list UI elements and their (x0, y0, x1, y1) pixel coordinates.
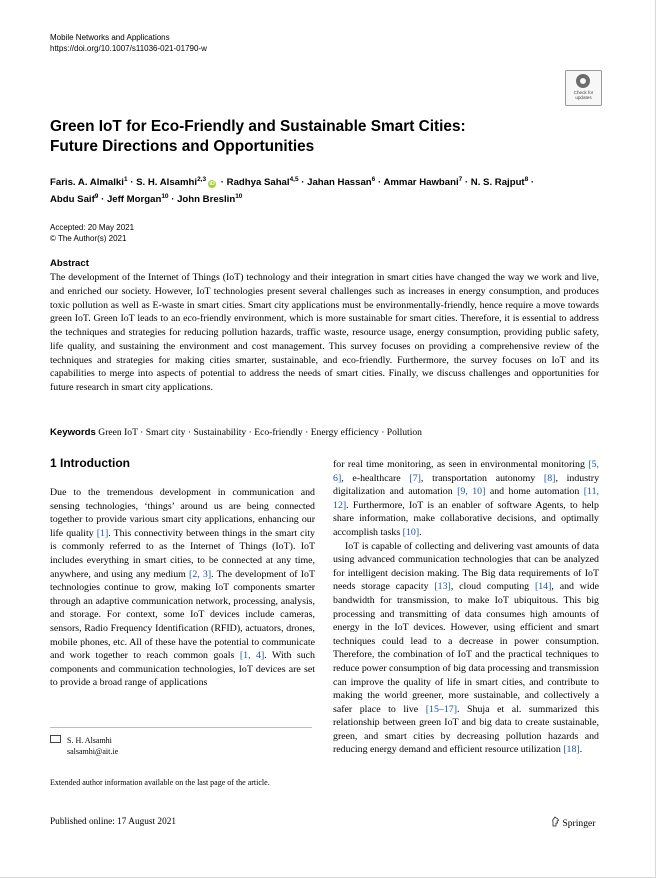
badge-label: Check for updates (573, 90, 594, 100)
citation-link[interactable]: [11, 12] (333, 486, 600, 511)
intro-paragraph-2: IoT is capable of collecting and delivering vast amounts of data using advanced communication technologies that can be analyzed for intelligent decision making. The Big data requirements of IoT needs storage capacity [13], cloud computing [14], and wide bandwidth for transmission, to make IoT ubiquitous. This big processing and transmitting of data consumes high amounts of energy in the IoT devices. However, using efficient and smart techniques could lead to a decrease in power consumption. Therefore, the combination of IoT and the practical techniques to reduce power consumption of big data processing and transmission can improve the quality of life in smart cities, and contribute to making the world greener, more sustainable, and collectively a safer place to live [15–17]. Shuja et al. summarized this relationship between green IoT and big data to create sustainable, green, and smart cities by decreasing pollution hazards and reducing energy demand and efficient resource utilization [18]. (333, 540, 599, 756)
journal-name: Mobile Networks and Applications (50, 33, 170, 42)
abstract-heading: Abstract (50, 258, 89, 269)
author-name[interactable]: N. S. Rajput (470, 177, 525, 189)
citation-link[interactable]: [7] (409, 472, 421, 484)
article-dates (50, 222, 134, 244)
citation-link[interactable]: [9, 10] (457, 486, 486, 498)
author-affiliation: 8 (524, 176, 529, 183)
author-affiliation: 9 (94, 193, 99, 201)
author-name[interactable]: Faris. A. Almalki (50, 177, 124, 189)
citation-link[interactable]: [5, 6] (333, 459, 599, 484)
citation-link[interactable]: [8] (543, 472, 556, 484)
author-name[interactable]: S. H. Alsamhi (136, 177, 198, 189)
extended-author-info: Extended author information available on the last page of the article. (50, 778, 270, 787)
citation-link[interactable]: [18] (563, 744, 580, 756)
left-column (50, 486, 315, 690)
doi-link[interactable]: https://doi.org/10.1007/s11036-021-01790-w (50, 44, 207, 53)
corresponding-email[interactable]: salsamhi@ait.ie (67, 747, 119, 756)
publisher-logo (551, 816, 595, 829)
citation-link[interactable]: [1] (96, 527, 109, 539)
citation-link[interactable]: [15–17] (425, 703, 457, 715)
accepted-date: Accepted: 20 May 2021 (50, 223, 135, 232)
update-circle-icon (576, 74, 590, 88)
published-date: Published online: 17 August 2021 (50, 817, 177, 827)
author-name[interactable]: John Breslin (177, 194, 236, 206)
footnote-divider (50, 727, 312, 728)
author-name[interactable]: Jahan Hassan (307, 177, 372, 189)
paper-title (50, 117, 530, 157)
author-name[interactable]: Abdu Saif (50, 194, 95, 206)
author-list: Faris. A. Almalki$^1$ · S. H. Alsamhi$^{2,3}$iD · Radhya Sahal$^{4,5}$ · Jahan Hassan$^6$ · Ammar Hawbani$^7$ · N. S. Rajput$^8$ · Abdu Saif$^9$ · Jeff Morgan$^{10}$ · John Breslin$^{10}$ (50, 176, 535, 206)
author-name[interactable]: Jeff Morgan (106, 194, 162, 206)
citation-link[interactable]: [13] (434, 581, 451, 593)
intro-paragraph-1-cont: for real time monitoring, as seen in environmental monitoring [5, 6], e-healthcare [7], transportation autonomy [8], industry digitalization and automation [9, 10] and home automation [11, 12]. Furthermore, IoT is an enabler of software Agents, to help share information, make collaborative decisions, and optimally accomplish tasks [10]. (333, 459, 600, 538)
keywords-label: Keywords (50, 427, 96, 438)
author-affiliation: 4,5 (289, 176, 299, 183)
keywords-line (50, 426, 599, 439)
author-affiliation: 2,3 (197, 176, 207, 183)
journal-header (50, 32, 207, 54)
keywords-list: Green IoT · Smart city · Sustainability · Eco-friendly · Energy efficiency · Pollution (98, 427, 422, 438)
title-line-1: Green IoT for Eco-Friendly and Sustainable Smart Cities: (50, 118, 466, 135)
citation-link[interactable]: [2, 3] (189, 568, 212, 580)
author-affiliation: 7 (458, 176, 463, 183)
envelope-icon (50, 735, 61, 743)
check-for-updates-badge[interactable] (565, 70, 602, 106)
publisher-name: Springer (562, 818, 596, 829)
corresponding-name: S. H. Alsamhi (67, 736, 112, 745)
author-name[interactable]: Ammar Hawbani (383, 177, 459, 189)
author-name[interactable]: Radhya Sahal (226, 177, 290, 189)
citation-link[interactable]: [1, 4] (239, 650, 265, 662)
intro-paragraph-1: Due to the tremendous development in communication and sensing technologies, ‘things’ around us are being connected together to provide various smart city applications, enhancing our life quality [1]. This connectivity between things in the smart city is commonly referred to as the Internet of Things (IoT). IoT includes everything in smart cities, to be connected at any time, anywhere, and using any medium [2, 3]. The development of IoT technologies continue to grow, making IoT components smarter through an adaptive communication network, processing, analysis, and storage. For context, some IoT devices include cameras, sensors, Radio Frequency Identification (RFID), actuators, drones, mobile phones, etc. All of these have the potential to communicate and work together to reach common goals [1, 4]. With such components and communication technologies, IoT devices are set to provide a broad range of applications (50, 487, 315, 689)
author-affiliation: 10 (235, 193, 243, 201)
copyright-notice: © The Author(s) 2021 (50, 234, 127, 243)
citation-link[interactable]: [14] (534, 581, 552, 593)
citation-link[interactable]: [10] (402, 526, 420, 538)
orcid-icon[interactable]: iD (209, 181, 215, 188)
right-column (333, 458, 599, 757)
author-affiliation: 1 (123, 176, 128, 183)
springer-horse-icon (551, 816, 560, 827)
abstract-text: The development of the Internet of Things (IoT) technology and their integration in smart cities have changed the way we work and live, and enriched our society. However, IoT technologies present several challenges such as increases in energy consumption, and produces toxic pollution as well as E-waste in smart cities. Smart city applications must be environmentally-friendly, hence require a move towards green IoT. Green IoT leads to an eco-friendly environment, which is more sustainable for smart cities. Therefore, it is essential to address the techniques and strategies for reducing pollution hazards, traffic waste, resource usage, energy consumption, providing public safety, life quality, and sustaining the environment and cost management. This survey focuses on providing a comprehensive review of the techniques and strategies for making cities smarter, sustainable, and eco-friendly. Furthermore, the survey focuses on IoT and its capabilities to merge into aspects of potential to address the needs of smart cities. Finally, we discuss challenges and opportunities for future research in smart city applications. (50, 272, 599, 393)
title-line-2: Future Directions and Opportunities (50, 138, 315, 155)
corresponding-author (50, 735, 118, 757)
author-affiliation: 6 (371, 176, 376, 183)
section-title: 1 Introduction (50, 456, 130, 470)
author-affiliation: 10 (161, 193, 169, 201)
